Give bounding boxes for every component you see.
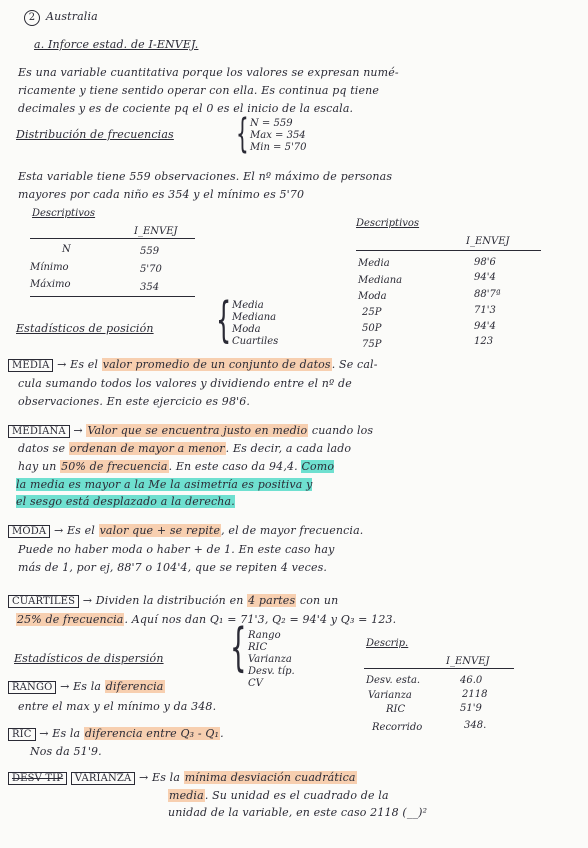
varianza-line: DESV TIP VARIANZA → Es la mínima desviación cuadrática: [8, 771, 357, 785]
table2-title: Descriptivos: [356, 218, 420, 229]
mediana-line: MEDIANA → Valor que se encuentra justo en medio cuando los: [8, 424, 373, 438]
brace-icon: {: [236, 111, 249, 157]
exercise-title: Australia: [46, 10, 98, 23]
exercise-subtitle: a. Inforce estad. de I-ENVEJ.: [34, 38, 199, 51]
dispersion-item: Varianza: [248, 654, 292, 665]
table2-label: Media: [358, 258, 390, 269]
table3-title: Descrip.: [366, 638, 409, 649]
posicion-label: Estadísticos de posición: [16, 322, 154, 335]
table2-label: Mediana: [358, 275, 403, 286]
table2-value: 94'4: [474, 321, 496, 332]
dispersion-item: Rango: [248, 630, 281, 641]
table1-column: I_ENVEJ: [134, 226, 178, 237]
mediana-highlight: ordenan de mayor a menor: [69, 442, 225, 455]
varianza-highlight: mínima desviación cuadrática: [184, 771, 356, 784]
desv-tip-tag: DESV TIP: [8, 772, 67, 785]
ric-tag: RIC: [8, 728, 36, 741]
table1-value: 559: [140, 246, 160, 257]
mediana-teal-highlight: Como: [301, 460, 335, 473]
table3-label: Desv. esta.: [366, 675, 421, 686]
mediana-teal-highlight: el sesgo está desplazado a la derecha.: [16, 495, 235, 508]
intro-line: ricamente y tiene sentido operar con ella. Es continua pq tiene: [18, 84, 380, 97]
divider: [30, 238, 195, 239]
table2-value: 98'6: [474, 257, 496, 268]
ric-text-line: Nos da 51'9.: [30, 745, 102, 758]
dispersion-item: RIC: [248, 642, 268, 653]
table3-value: 348.: [464, 720, 487, 731]
freq-text-line: Esta variable tiene 559 observaciones. El nº máximo de personas: [18, 170, 393, 183]
posicion-item: Mediana: [232, 312, 277, 323]
varianza-highlight: media: [169, 789, 204, 802]
moda-tag: MODA: [8, 525, 50, 538]
media-tag: MEDIA: [8, 359, 53, 372]
table3-value: 51'9: [460, 703, 482, 714]
ric-highlight: diferencia entre Q₃ - Q₁: [84, 727, 220, 740]
intro-line: decimales y es de cociente pq el 0 es el inicio de la escala.: [18, 102, 354, 115]
mediana-line: hay un 50% de frecuencia. En este caso da 94,4. Como: [18, 460, 335, 473]
table1-label: Mínimo: [30, 262, 69, 273]
moda-line: MODA → Es el valor que + se repite, el de mayor frecuencia.: [8, 524, 363, 538]
table1-label: Máximo: [30, 279, 71, 290]
divider: [364, 668, 514, 669]
table2-label: 25P: [362, 307, 382, 318]
posicion-item: Cuartiles: [232, 336, 279, 347]
rango-tag: RANGO: [8, 681, 56, 694]
moda-text-line: Puede no haber moda o haber + de 1. En este caso hay: [18, 543, 335, 556]
table2-label: 75P: [362, 339, 382, 350]
table2-label: Moda: [358, 291, 387, 302]
table2-column: I_ENVEJ: [466, 236, 510, 247]
table1-value: 5'70: [140, 264, 162, 275]
varianza-tag: VARIANZA: [71, 772, 136, 785]
table2-value: 94'4: [474, 272, 496, 283]
ric-line: RIC → Es la diferencia entre Q₃ - Q₁.: [8, 727, 224, 741]
varianza-text-line: unidad de la variable, en este caso 2118 (__)²: [168, 806, 428, 819]
table3-label: RIC: [386, 704, 406, 715]
freq-label: Distribución de frecuencias: [16, 128, 174, 141]
table3-column: I_ENVEJ: [446, 656, 490, 667]
cuartiles-highlight: 25% de frecuencia: [17, 613, 124, 626]
table2-value: 71'3: [474, 305, 496, 316]
cuartiles-highlight: 4 partes: [248, 594, 296, 607]
table3-label: Recorrido: [372, 722, 423, 733]
rango-highlight: diferencia: [105, 680, 164, 693]
freq-text-line: mayores por cada niño es 354 y el mínimo es 5'70: [18, 188, 305, 201]
mediana-teal-highlight: la media es mayor a la Me la asimetría es positiva y: [16, 478, 313, 491]
intro-line: Es una variable cuantitativa porque los valores se expresan numé-: [18, 66, 399, 79]
posicion-item: Media: [232, 300, 264, 311]
freq-item: N = 559: [250, 118, 293, 129]
table1-label: N: [62, 244, 71, 255]
cuartiles-line: 25% de frecuencia. Aquí nos dan Q₁ = 71'3, Q₂ = 94'4 y Q₃ = 123.: [17, 613, 397, 626]
table2-value: 123: [474, 336, 494, 347]
freq-item: Min = 5'70: [250, 142, 307, 153]
brace-icon: {: [230, 618, 247, 678]
media-line: MEDIA → Es el valor promedio de un conjunto de datos. Se cal-: [8, 358, 378, 372]
cuartiles-tag: CUARTILES: [8, 595, 79, 608]
mediana-line: [16, 495, 235, 508]
exercise-number: 2: [24, 10, 40, 26]
moda-text-line: más de 1, por ej, 88'7 o 104'4, que se repiten 4 veces.: [18, 561, 328, 574]
mediana-tag: MEDIANA: [8, 425, 70, 438]
varianza-line: media. Su unidad es el cuadrado de la: [169, 789, 389, 802]
posicion-item: Moda: [232, 324, 261, 335]
table1-value: 354: [140, 282, 160, 293]
table3-value: 2118: [462, 689, 488, 700]
mediana-line: datos se ordenan de mayor a menor. Es decir, a cada lado: [18, 442, 352, 455]
mediana-highlight: Valor que se encuentra justo en medio: [87, 424, 308, 437]
cuartiles-line: CUARTILES → Dividen la distribución en 4 partes con un: [8, 594, 338, 608]
mediana-highlight: 50% de frecuencia: [61, 460, 168, 473]
rango-line: RANGO → Es la diferencia: [8, 680, 165, 694]
dispersion-item: Desv. típ.: [248, 666, 295, 677]
dispersion-item: CV: [248, 678, 263, 689]
exercise-header: [24, 10, 98, 26]
rango-text-line: entre el max y el mínimo y da 348.: [18, 700, 217, 713]
brace-icon: {: [216, 292, 232, 348]
table1-title: Descriptivos: [32, 208, 96, 219]
dispersion-label: Estadísticos de dispersión: [14, 652, 164, 665]
moda-highlight: valor que + se repite: [99, 524, 221, 537]
table2-value: 88'7ª: [474, 289, 501, 300]
media-text-line: observaciones. En este ejercicio es 98'6.: [18, 395, 251, 408]
divider: [356, 250, 541, 251]
table3-value: 46.0: [460, 675, 483, 686]
media-highlight: valor promedio de un conjunto de datos: [102, 358, 331, 371]
table3-label: Varianza: [368, 690, 412, 701]
freq-item: Max = 354: [250, 130, 306, 141]
mediana-line: [16, 478, 312, 491]
table2-label: 50P: [362, 323, 382, 334]
media-text-line: cula sumando todos los valores y dividiendo entre el nº de: [18, 377, 352, 390]
divider: [30, 296, 195, 297]
